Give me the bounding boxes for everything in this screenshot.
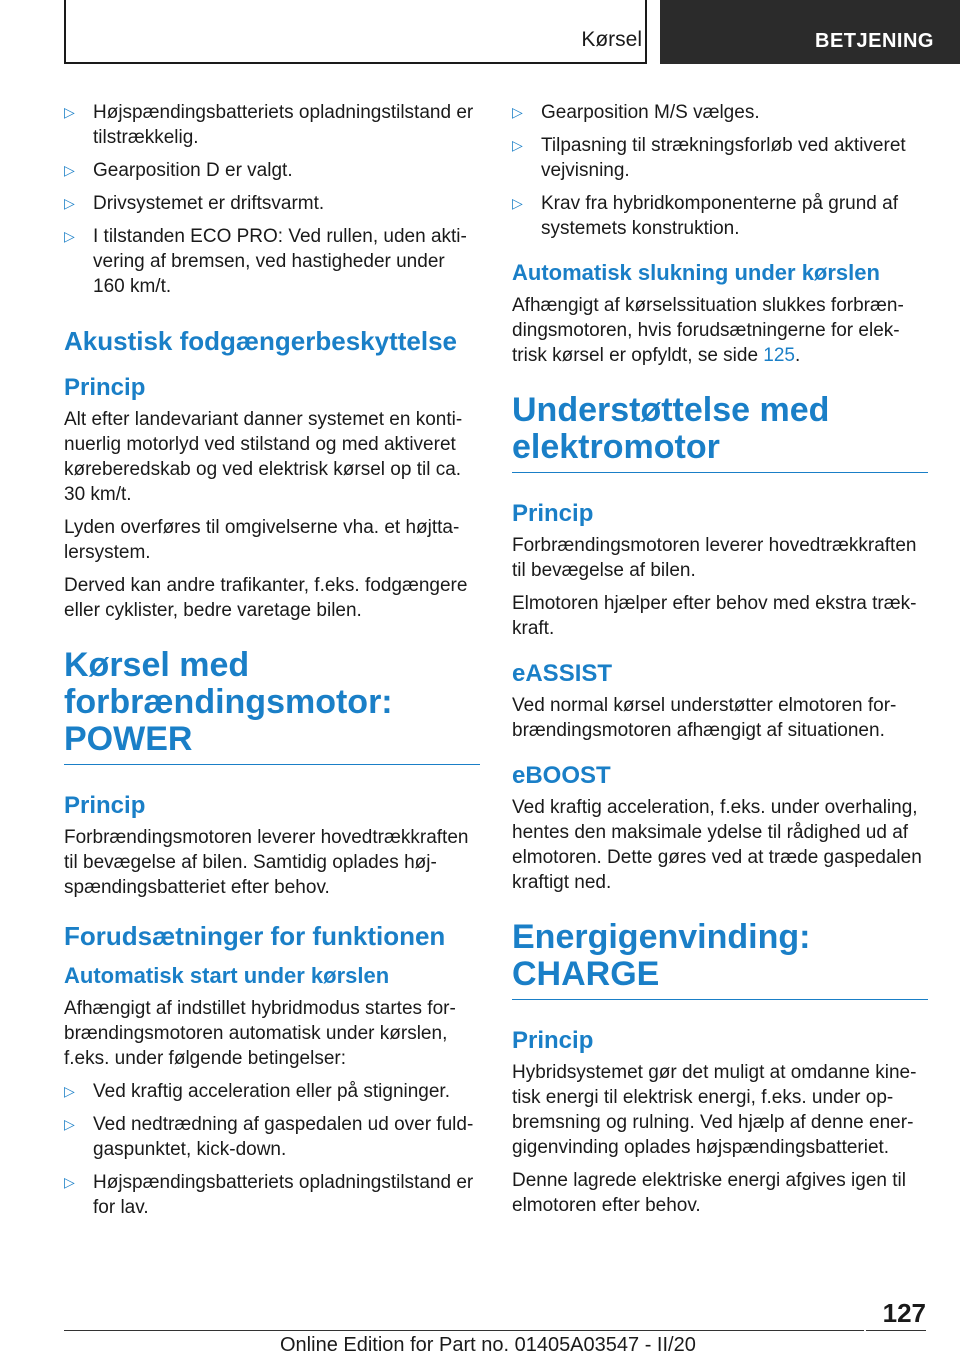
heading-eassist: eASSIST — [512, 660, 613, 687]
heading-forudsaetninger: Forudsætninger for funktionen — [64, 921, 446, 951]
paragraph: Alt efter landevariant danner systemet en kontinuerlig motorlyd ved stilstand og med aktiveret køreberedskab og ved elektrisk kørsel op til ca. 30 km/t. — [64, 409, 463, 505]
list-item: ▷ Tilpasning til strækningsforløb ved aktiveret vejvisning. — [512, 133, 928, 183]
page-link[interactable]: 125 — [763, 345, 795, 366]
heading-princip: Princip — [512, 500, 594, 527]
paragraph: Forbrændingsmotoren leverer hovedtrækkraften til bevægelse af bilen. Samtidig oplades højspændingsbatteriet efter behov. — [64, 827, 469, 898]
list-item: ▷ Krav fra hybridkomponenterne på grund af systemets konstruktion. — [512, 191, 928, 241]
paragraph-end: . — [795, 345, 801, 366]
header-section-title: Kørsel — [581, 28, 642, 51]
list-item: ▷ Ved nedtrædning af gaspedalen ud over fuldgaspunktet, kick-down. — [64, 1112, 480, 1162]
right-column — [512, 100, 928, 1226]
left-column — [64, 100, 480, 1228]
left-bullet-list-top — [64, 100, 480, 299]
paragraph: Denne lagrede elektriske energi afgives igen til elmotoren efter behov. — [512, 1170, 906, 1216]
left-bullet-list-bottom — [64, 1079, 480, 1220]
paragraph: Hybridsystemet gør det muligt at omdanne kinetisk energi til elektrisk energi, f.eks. under opbremsning og rulning. Ved hjælp af denne energigenvinding oplades højspændingsbatteriet. — [512, 1062, 917, 1158]
paragraph-autostop — [512, 293, 928, 368]
footer-rule — [64, 1330, 864, 1331]
list-item: ▷ Højspændingsbatteriets opladningstilstand er for lav. — [64, 1170, 480, 1220]
right-bullet-list-top — [512, 100, 928, 241]
heading-understottelse: Understøttelse med elektromotor — [512, 392, 928, 473]
heading-eboost: eBOOST — [512, 762, 611, 789]
heading-korsel-power: Kørsel med forbrændingsmotor: POWER — [64, 647, 480, 765]
footer-edition: Online Edition for Part no. 01405A03547 - II/20 — [280, 1334, 696, 1356]
paragraph: Derved kan andre trafikanter, f.eks. fodgængere eller cyklister, bedre varetage bilen. — [64, 575, 468, 621]
heading-princip: Princip — [64, 792, 146, 819]
list-item: ▷ I tilstanden ECO PRO: Ved rullen, uden aktivering af bremsen, ved hastigheder under 160 km/t. — [64, 224, 480, 299]
paragraph: Elmotoren hjælper efter behov med ekstra trækkraft. — [512, 593, 917, 639]
list-item: ▷ Gearposition M/S vælges. — [512, 100, 928, 125]
paragraph: Ved normal kørsel understøtter elmotoren forbrændingsmotoren afhængigt af situationen. — [512, 695, 897, 741]
paragraph: Ved kraftig acceleration, f.eks. under overhaling, hentes den maksimale ydelse til rådighed ud af elmotoren. Dette gøres ved at træde gaspedalen kraftigt ned. — [512, 797, 922, 893]
heading-akustisk: Akustisk fodgængerbeskyttelse — [64, 326, 458, 356]
page-number: 127 — [882, 1298, 926, 1328]
footer-rule-right — [866, 1330, 926, 1331]
heading-princip: Princip — [64, 374, 146, 401]
paragraph-text: Afhængigt af kørselssituation slukkes forbrændingsmotoren, hvis forudsætningerne for elektrisk kørsel er opfyldt, se side — [512, 295, 904, 366]
list-item: ▷ Gearposition D er valgt. — [64, 158, 480, 183]
heading-autostart: Automatisk start under kørslen — [64, 963, 390, 988]
heading-autostop: Automatisk slukning under kørslen — [512, 260, 880, 285]
paragraph: Forbrændingsmotoren leverer hovedtrækkraften til bevægelse af bilen. — [512, 535, 917, 581]
list-item: ▷ Højspændingsbatteriets opladningstilstand er tilstrækkelig. — [64, 100, 480, 150]
header-chapter-tab: BETJENING — [660, 0, 960, 64]
paragraph: Afhængigt af indstillet hybridmodus startes forbrændingsmotoren automatisk under kørslen, f.eks. under følgende betingelser: — [64, 998, 456, 1069]
header-frame — [64, 0, 647, 64]
heading-princip: Princip — [512, 1027, 594, 1054]
list-item: ▷ Ved kraftig acceleration eller på stigninger. — [64, 1079, 480, 1104]
list-item: ▷ Drivsystemet er driftsvarmt. — [64, 191, 480, 216]
heading-energigenvinding: Energigenvinding: CHARGE — [512, 919, 928, 1000]
paragraph: Lyden overføres til omgivelserne vha. et højttalersystem. — [64, 517, 460, 563]
